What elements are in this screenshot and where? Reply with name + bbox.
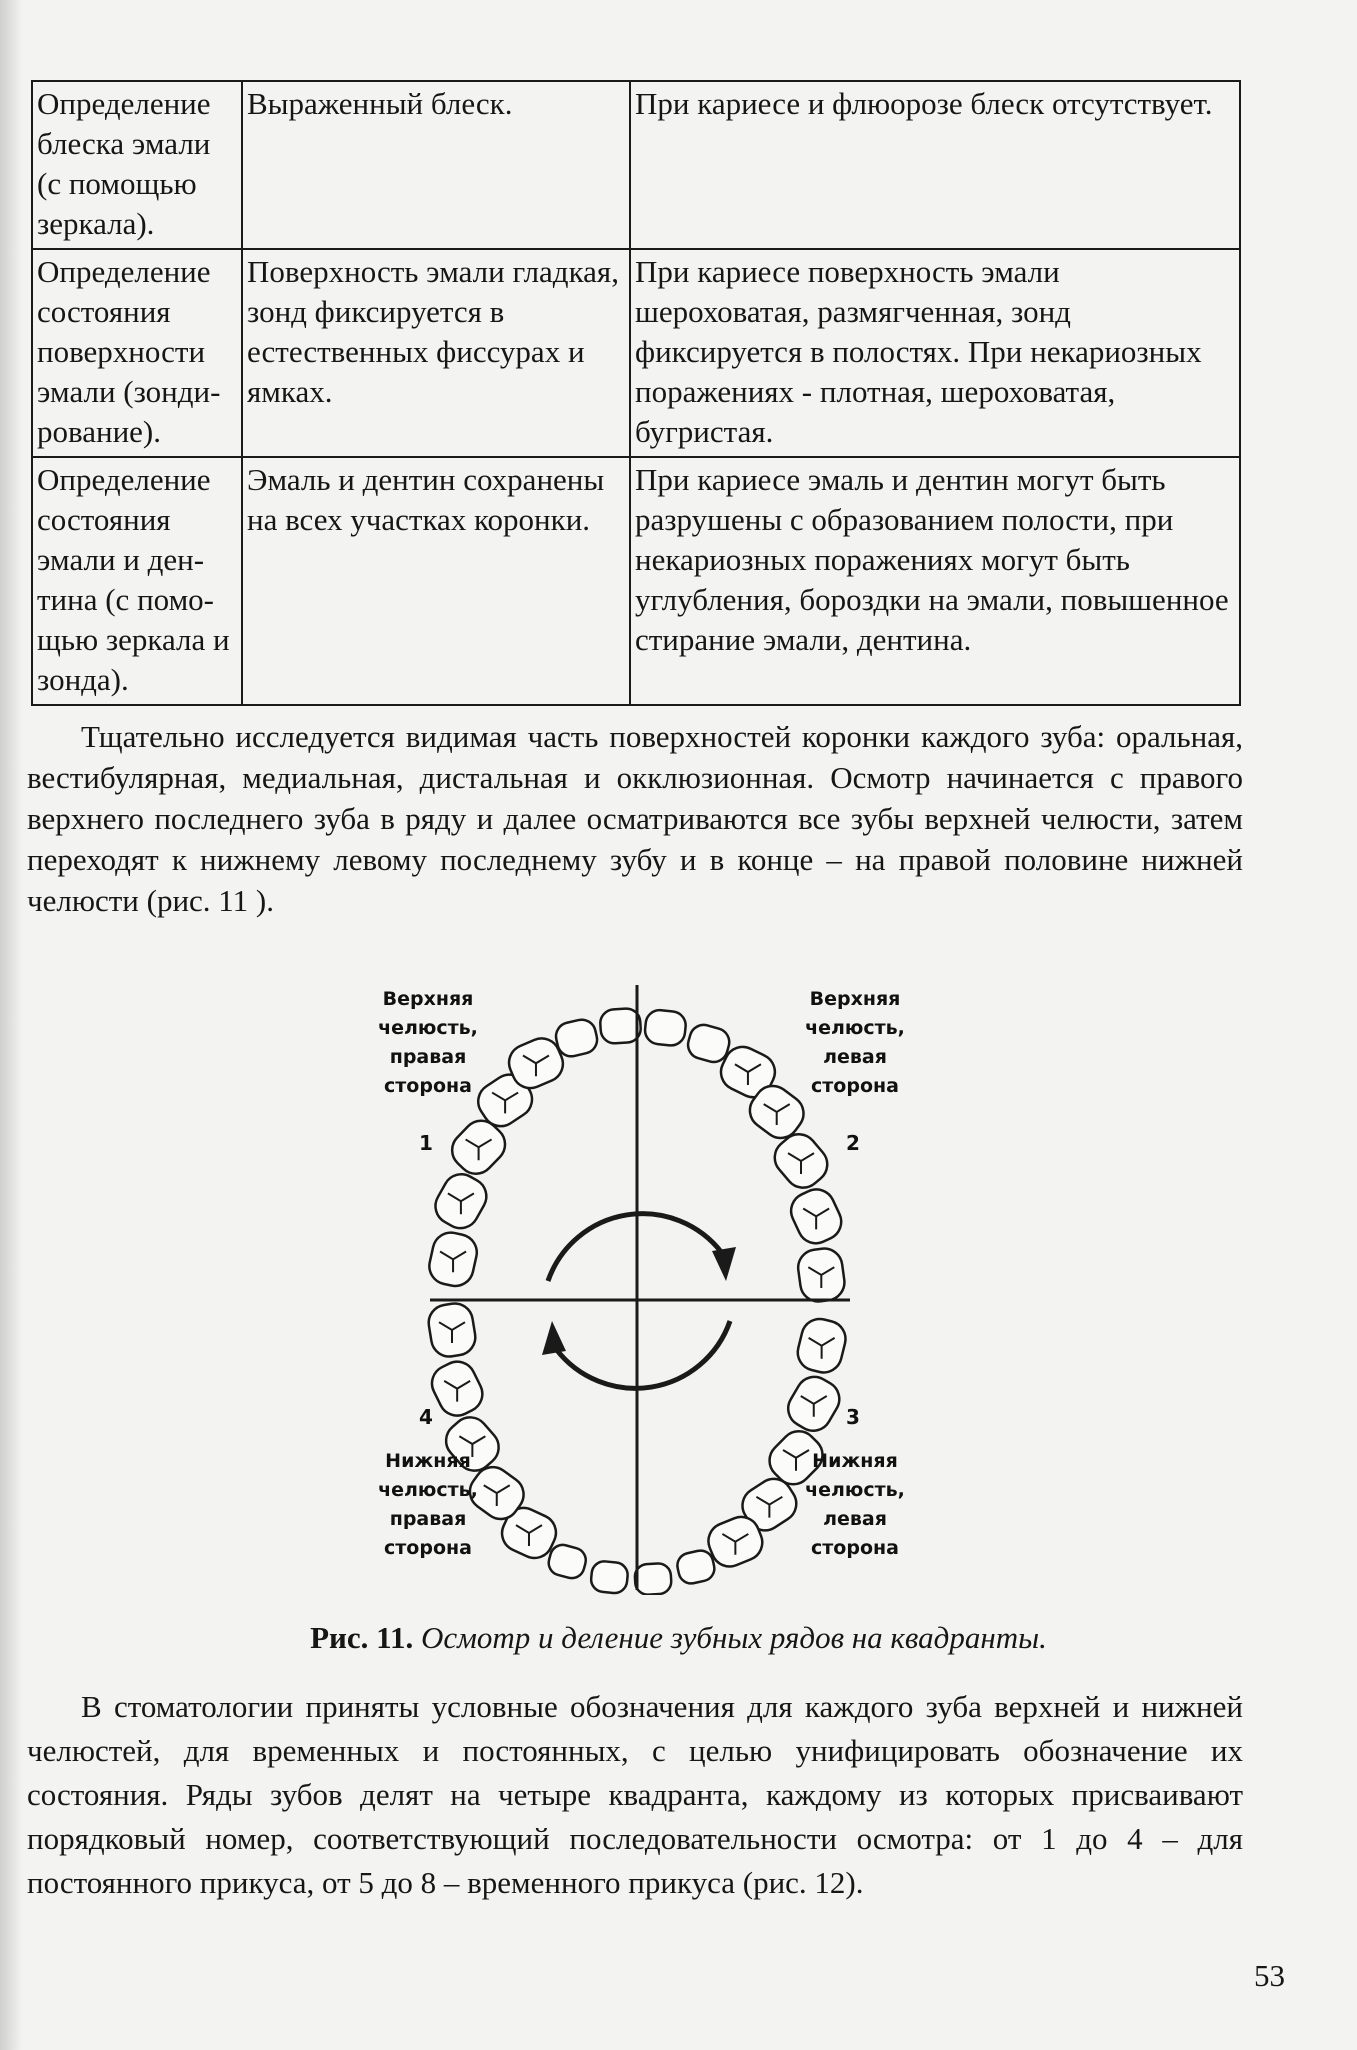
norm-cell: Поверхность эмали гладкая, зонд фиксируется в естественных фиссурах и ямках. [242,249,630,457]
tooth-outline [546,1542,589,1581]
page-number: 53 [1254,1958,1285,1993]
method-cell: Определение блеска эмали (с помощью зеркала). [32,81,242,249]
quadrant-3-number: 3 [846,1405,860,1429]
figure-caption [0,1620,1357,1656]
tooth-outline [600,1008,642,1044]
caption-text: Осмотр и деление зубных рядов на квадранты. [420,1620,1047,1655]
caption-label: Рис. 11. [310,1620,414,1655]
quadrant-4-label: Нижняя челюсть, правая сторона [378,1450,478,1559]
dental-quadrants-figure [370,985,930,1595]
quadrant-1-label: Верхняя челюсть, правая сторона [378,988,478,1097]
table-row [32,457,1240,705]
tooth-outline [590,1560,629,1594]
quadrant-2-number: 2 [846,1131,860,1155]
arrow-head-lower [542,1321,566,1355]
table-row [32,249,1240,457]
body-paragraph-1: Тщательно исследуется видимая часть поверхностей коронки каждого зуба: оральная, вестибулярная, медиальная, дистальная и окклюзионная. Осмотр начинается с правого верхнего последнего зуба в ряду и далее осматриваются все зубы верхней челюсти, затем переходят к нижнему левому последнему зубу и в конце – на правой половине нижней челюсти (рис. 11 ). [27,719,1243,918]
quadrant-2-label: Верхняя челюсть, левая сторона [805,988,905,1097]
examination-table [31,80,1241,706]
page-edge-shadow [0,0,22,2050]
quadrant-1-number: 1 [419,1131,433,1155]
arrow-upper-arc [548,1214,722,1281]
pathology-cell: При кариесе поверхность эмали шероховатая, размягченная, зонд фиксируется в полостях. При некариозных поражениях - плотная, шероховатая, бугристая. [630,249,1240,457]
arrow-head-upper [712,1247,736,1281]
arrow-lower-arc [556,1321,730,1388]
tooth-outline [644,1009,687,1047]
norm-cell: Выраженный блеск. [242,81,630,249]
tooth-outline [634,1563,672,1595]
pathology-cell: При кариесе и флюорозе блеск отсутствует. [630,81,1240,249]
quadrant-4-number: 4 [419,1405,433,1429]
method-cell: Определение состояния поверхности эмали (зонди-рование). [32,249,242,457]
method-cell: Определение состояния эмали и ден-тина (с помо-щью зеркала и зонда). [32,457,242,705]
table-row [32,81,1240,249]
norm-cell: Эмаль и дентин сохранены на всех участках коронки. [242,457,630,705]
quadrant-3-label: Нижняя челюсть, левая сторона [805,1450,905,1559]
tooth-outline [675,1548,717,1586]
pathology-cell: При кариесе эмаль и дентин могут быть разрушены с образованием полости, при некариозных поражениях могут быть углубления, бороздки на эмали, повышенное стирание эмали, дентина. [630,457,1240,705]
body-paragraph-2: В стоматологии приняты условные обозначения для каждого зуба верхней и нижней челюстей, для временных и постоянных, с целью унифицировать обозначение их состояния. Ряды зубов делят на четыре квадранта, каждому из которых присваивают порядковый номер, соответствующий последовательности осмотра: от 1 до 4 – для постоянного прикуса, от 5 до 8 – временного прикуса (рис. 12). [27,1689,1243,1900]
